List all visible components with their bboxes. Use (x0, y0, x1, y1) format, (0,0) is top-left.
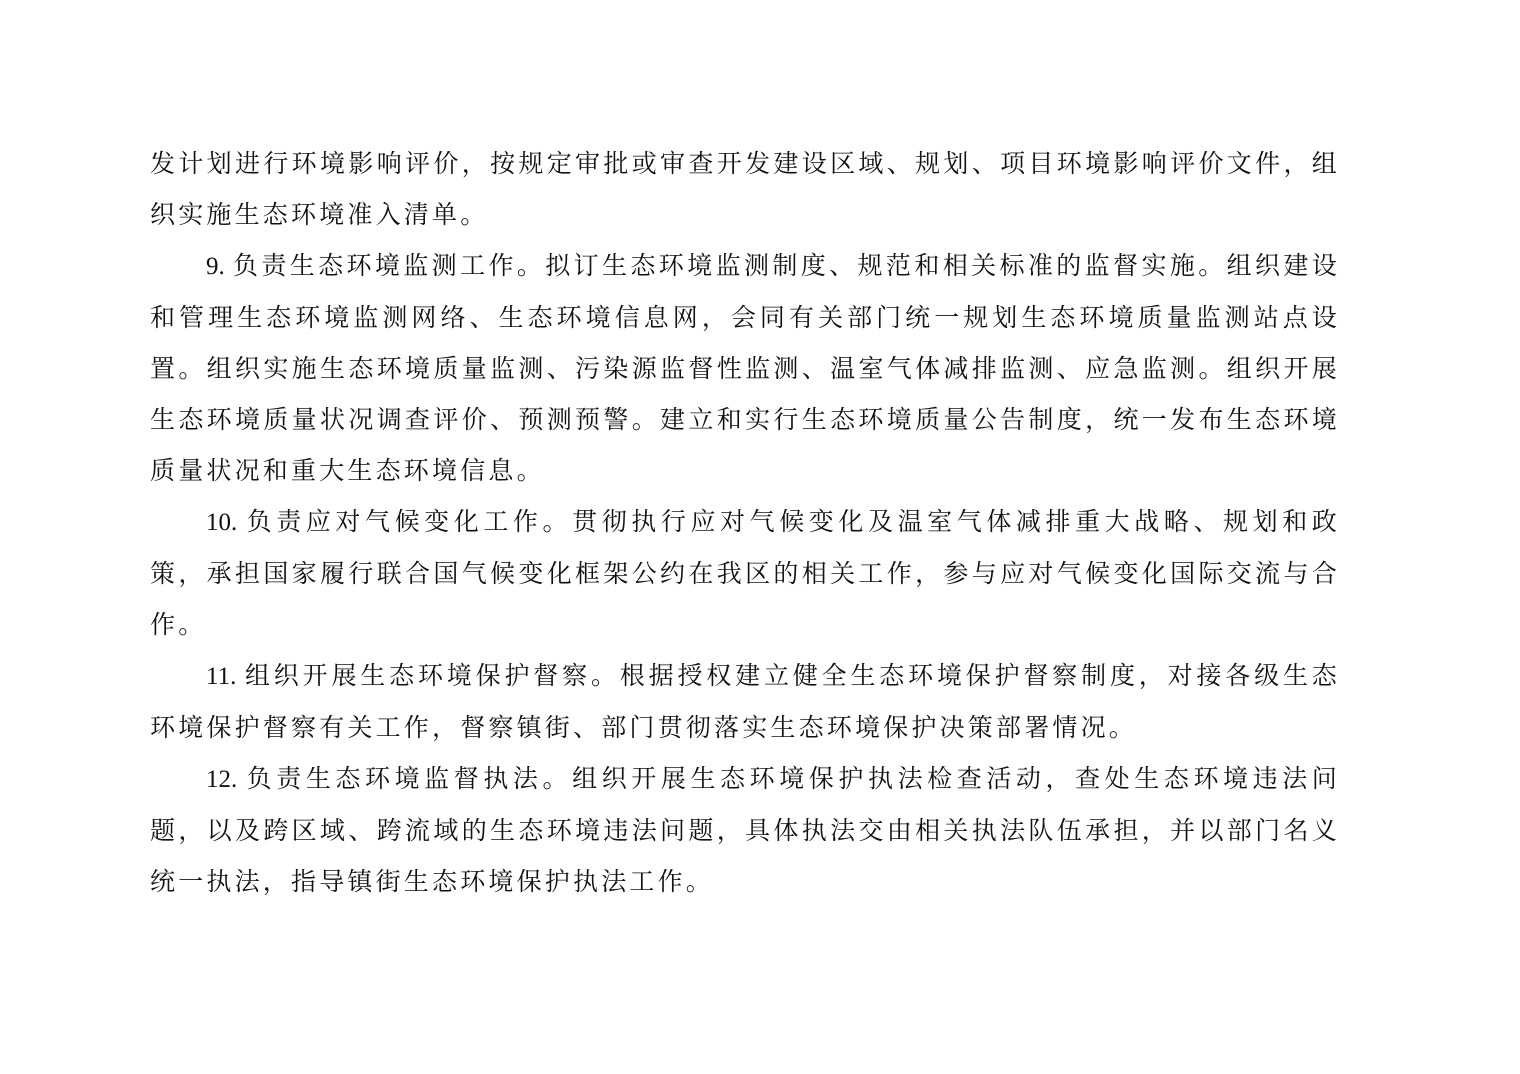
paragraph-text: 负责生态环境监测工作。拟订生态环境监测制度、规范和相关标准的监督实施。组织建设和管理生态环境监测网络、生态环境信息网，会同有关部门统一规划生态环境质量监测站点设置。组织实施生态环境质量监测、污染源监督性监测、温室气体减排监测、应急监测。组织开展生态环境质量状况调查评价、预测预警。建立和实行生态环境质量公告制度，统一发布生态环境质量状况和重大生态环境信息。 (150, 251, 1340, 485)
item-number-separator: . (231, 509, 238, 536)
item-number-separator: . (230, 663, 237, 690)
item-number-separator: . (218, 253, 225, 280)
paragraph-item-12 (150, 753, 1340, 907)
paragraph-continued (150, 138, 1340, 240)
item-number: 10 (206, 509, 231, 536)
item-number: 11 (206, 663, 231, 690)
paragraph-text: 负责应对气候变化工作。贯彻执行应对气候变化及温室气体减排重大战略、规划和政策，承担国家履行联合国气候变化框架公约在我区的相关工作，参与应对气候变化国际交流与合作。 (150, 507, 1340, 639)
paragraph-text: 组织开展生态环境保护督察。根据授权建立健全生态环境保护督察制度，对接各级生态环境保护督察有关工作，督察镇街、部门贯彻落实生态环境保护决策部署情况。 (150, 661, 1340, 742)
paragraph-text: 负责生态环境监督执法。组织开展生态环境保护执法检查活动，查处生态环境违法问题，以及跨区域、跨流域的生态环境违法问题，具体执法交由相关执法队伍承担，并以部门名义统一执法，指导镇街生态环境保护执法工作。 (150, 764, 1340, 896)
document-body (150, 138, 1340, 907)
item-number: 12 (206, 766, 231, 793)
paragraph-text: 发计划进行环境影响评价，按规定审批或审查开发建设区域、规划、项目环境影响评价文件，组织实施生态环境准入清单。 (150, 149, 1340, 229)
paragraph-item-10 (150, 496, 1340, 650)
paragraph-item-9 (150, 240, 1340, 496)
item-number-separator: . (231, 766, 238, 793)
paragraph-item-11 (150, 650, 1340, 753)
item-number: 9 (206, 253, 219, 280)
